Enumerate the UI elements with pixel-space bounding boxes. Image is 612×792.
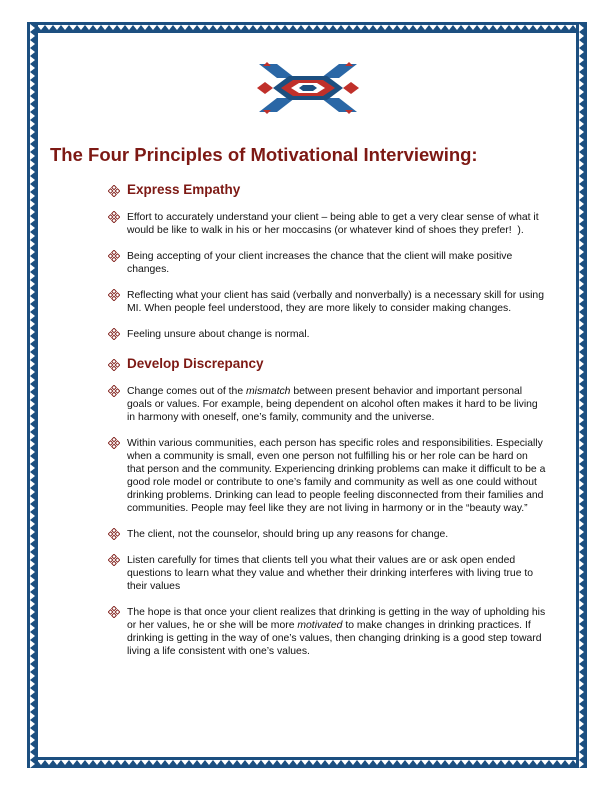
bottom-border-pattern <box>27 757 587 768</box>
list-item-text: Change comes out of the mismatch between present behavior and important personal goals or values. For example, being dependent on alcohol often makes it hard to be living in harmony with oneself, one’s family, community and the universe. <box>127 386 538 423</box>
diamond-bullet-icon <box>108 185 120 197</box>
principle-heading <box>108 182 548 197</box>
list-item-text: Being accepting of your client increases the chance that the client will make positive changes. <box>127 251 513 275</box>
list-item <box>108 250 548 276</box>
list-item <box>108 528 548 541</box>
decorative-arrow-logo <box>255 62 361 114</box>
list-item-text: The hope is that once your client realizes that drinking is getting in the way of upholding his or her values, he or she will be more motivated to make changes in drinking practices. If drinking is getting in the way of one’s values, then changing drinking is a good step toward living a life consistent with one’s values. <box>127 607 546 657</box>
principle-section <box>108 356 548 658</box>
principle-heading-text: Develop Discrepancy <box>127 356 264 371</box>
diamond-bullet-icon <box>108 289 120 301</box>
list-item <box>108 554 548 593</box>
list-item <box>108 328 548 341</box>
diamond-bullet-icon <box>108 606 120 618</box>
diamond-bullet-icon <box>108 554 120 566</box>
list-item <box>108 385 548 424</box>
list-item-text: Within various communities, each person has specific roles and responsibilities. Especially when a community is small, even one person not fulfilling his or her role can be hard on that person and the community. Experiencing drinking problems can make it difficult to be a good role model or contribute to one’s family and community as well as one could without drinking problems. Drinking can lead to people feeling disconnected from their families and communities. People may feel like they are not living in harmony or in the “beauty way.” <box>127 438 546 514</box>
diamond-bullet-icon <box>108 211 120 223</box>
diamond-bullet-icon <box>108 437 120 449</box>
list-item-text: Reflecting what your client has said (verbally and nonverbally) is a necessary skill for using MI. When people feel understood, they are more likely to consider making changes. <box>127 290 544 314</box>
list-item-text: Feeling unsure about change is normal. <box>127 329 310 340</box>
principle-section <box>108 182 548 341</box>
list-item-text: Effort to accurately understand your client – being able to get a very clear sense of what it would be like to walk in his or her moccasins (or whatever kind of shoes they prefer! ). <box>127 212 539 236</box>
page-title: The Four Principles of Motivational Interviewing: <box>50 144 478 165</box>
principle-heading-text: Express Empathy <box>127 182 241 197</box>
right-border-pattern <box>576 22 587 768</box>
principle-heading <box>108 356 548 371</box>
list-item-text: The client, not the counselor, should bring up any reasons for change. <box>127 529 449 540</box>
diamond-bullet-icon <box>108 385 120 397</box>
principles-content <box>108 182 548 673</box>
list-item <box>108 289 548 315</box>
list-item <box>108 606 548 658</box>
diamond-bullet-icon <box>108 328 120 340</box>
diamond-bullet-icon <box>108 250 120 262</box>
left-border-pattern <box>27 22 38 768</box>
top-border-pattern <box>27 22 587 33</box>
diamond-bullet-icon <box>108 528 120 540</box>
list-item-text: Listen carefully for times that clients tell you what their values are or ask open ended questions to learn what they value and whether their drinking interferes with living true to their values <box>127 555 534 592</box>
diamond-bullet-icon <box>108 359 120 371</box>
list-item <box>108 437 548 515</box>
list-item <box>108 211 548 237</box>
